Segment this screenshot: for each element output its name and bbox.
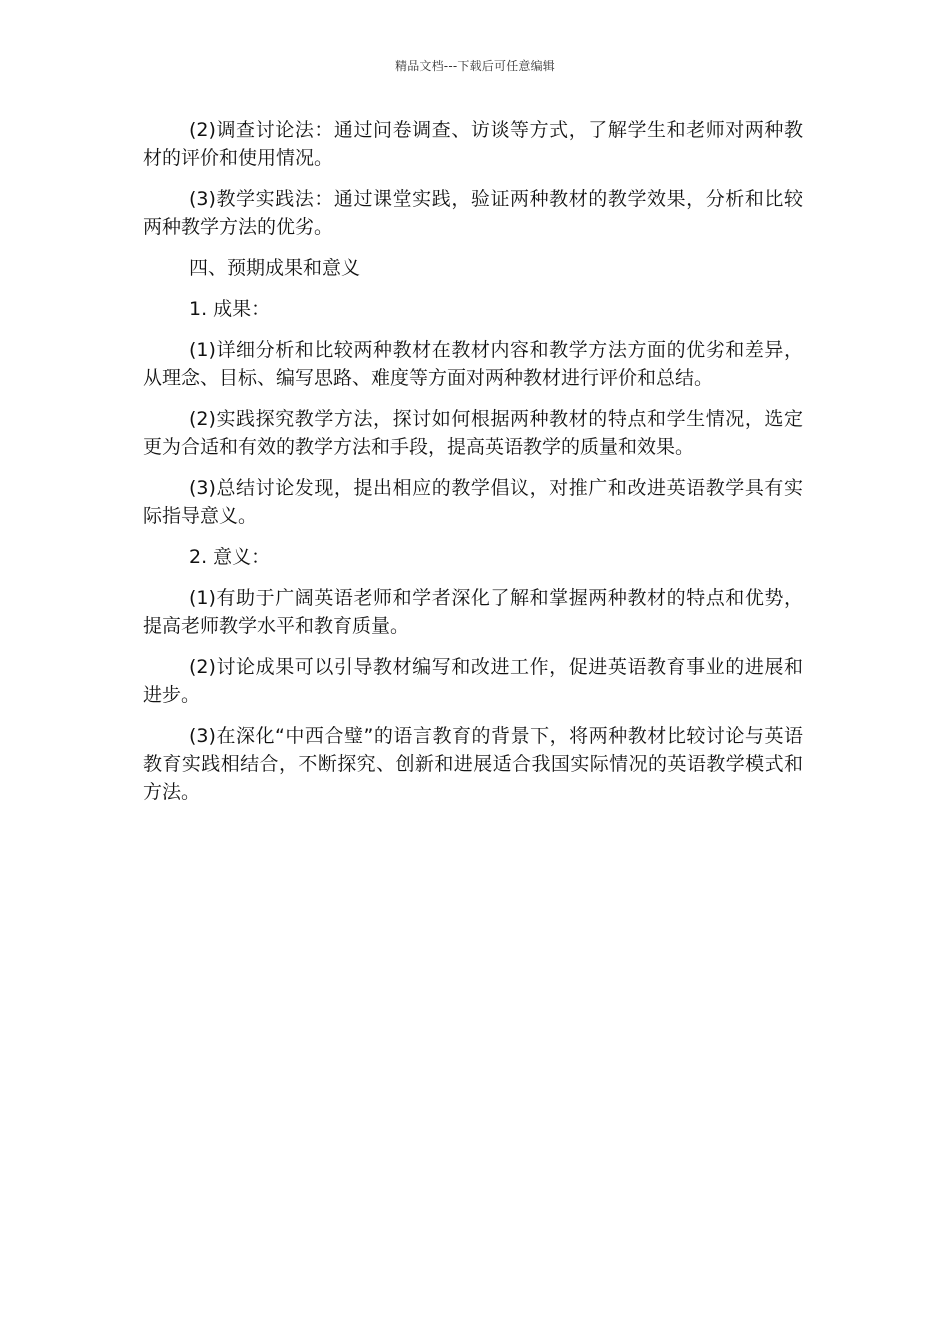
- section-heading-expected-results: 四、预期成果和意义: [189, 257, 361, 279]
- paragraph-significance-3: (3)在深化“中西合璧”的语言教育的背景下，将两种教材比较讨论与英语教育实践相结合，不断探究、创新和进展适合我国实际情况的英语教学模式和方法。: [143, 725, 803, 803]
- page-header: 精品文档---下载后可任意编辑: [395, 59, 555, 73]
- paragraph-result-2: (2)实践探究教学方法，探讨如何根据两种教材的特点和学生情况，选定更为合适和有效的教学方法和手段，提高英语教学的质量和效果。: [143, 408, 803, 458]
- paragraph-significance-1: (1)有助于广阔英语老师和学者深化了解和掌握两种教材的特点和优势，提高老师教学水平和教育质量。: [143, 587, 803, 637]
- subheading-results: 1. 成果：: [189, 298, 271, 320]
- paragraph-significance-2: (2)讨论成果可以引导教材编写和改进工作，促进英语教育事业的进展和进步。: [143, 656, 803, 706]
- paragraph-result-3: (3)总结讨论发现，提出相应的教学倡议，对推广和改进英语教学具有实际指导意义。: [143, 477, 803, 527]
- subheading-significance: 2. 意义：: [189, 546, 271, 568]
- document-body: [143, 116, 803, 819]
- paragraph-survey-method: (2)调查讨论法：通过问卷调查、访谈等方式，了解学生和老师对两种教材的评价和使用情况。: [143, 119, 803, 169]
- paragraph-practice-method: (3)教学实践法：通过课堂实践，验证两种教材的教学效果，分析和比较两种教学方法的优劣。: [143, 188, 803, 238]
- paragraph-result-1: (1)详细分析和比较两种教材在教材内容和教学方法方面的优劣和差异，从理念、目标、编写思路、难度等方面对两种教材进行评价和总结。: [143, 339, 803, 389]
